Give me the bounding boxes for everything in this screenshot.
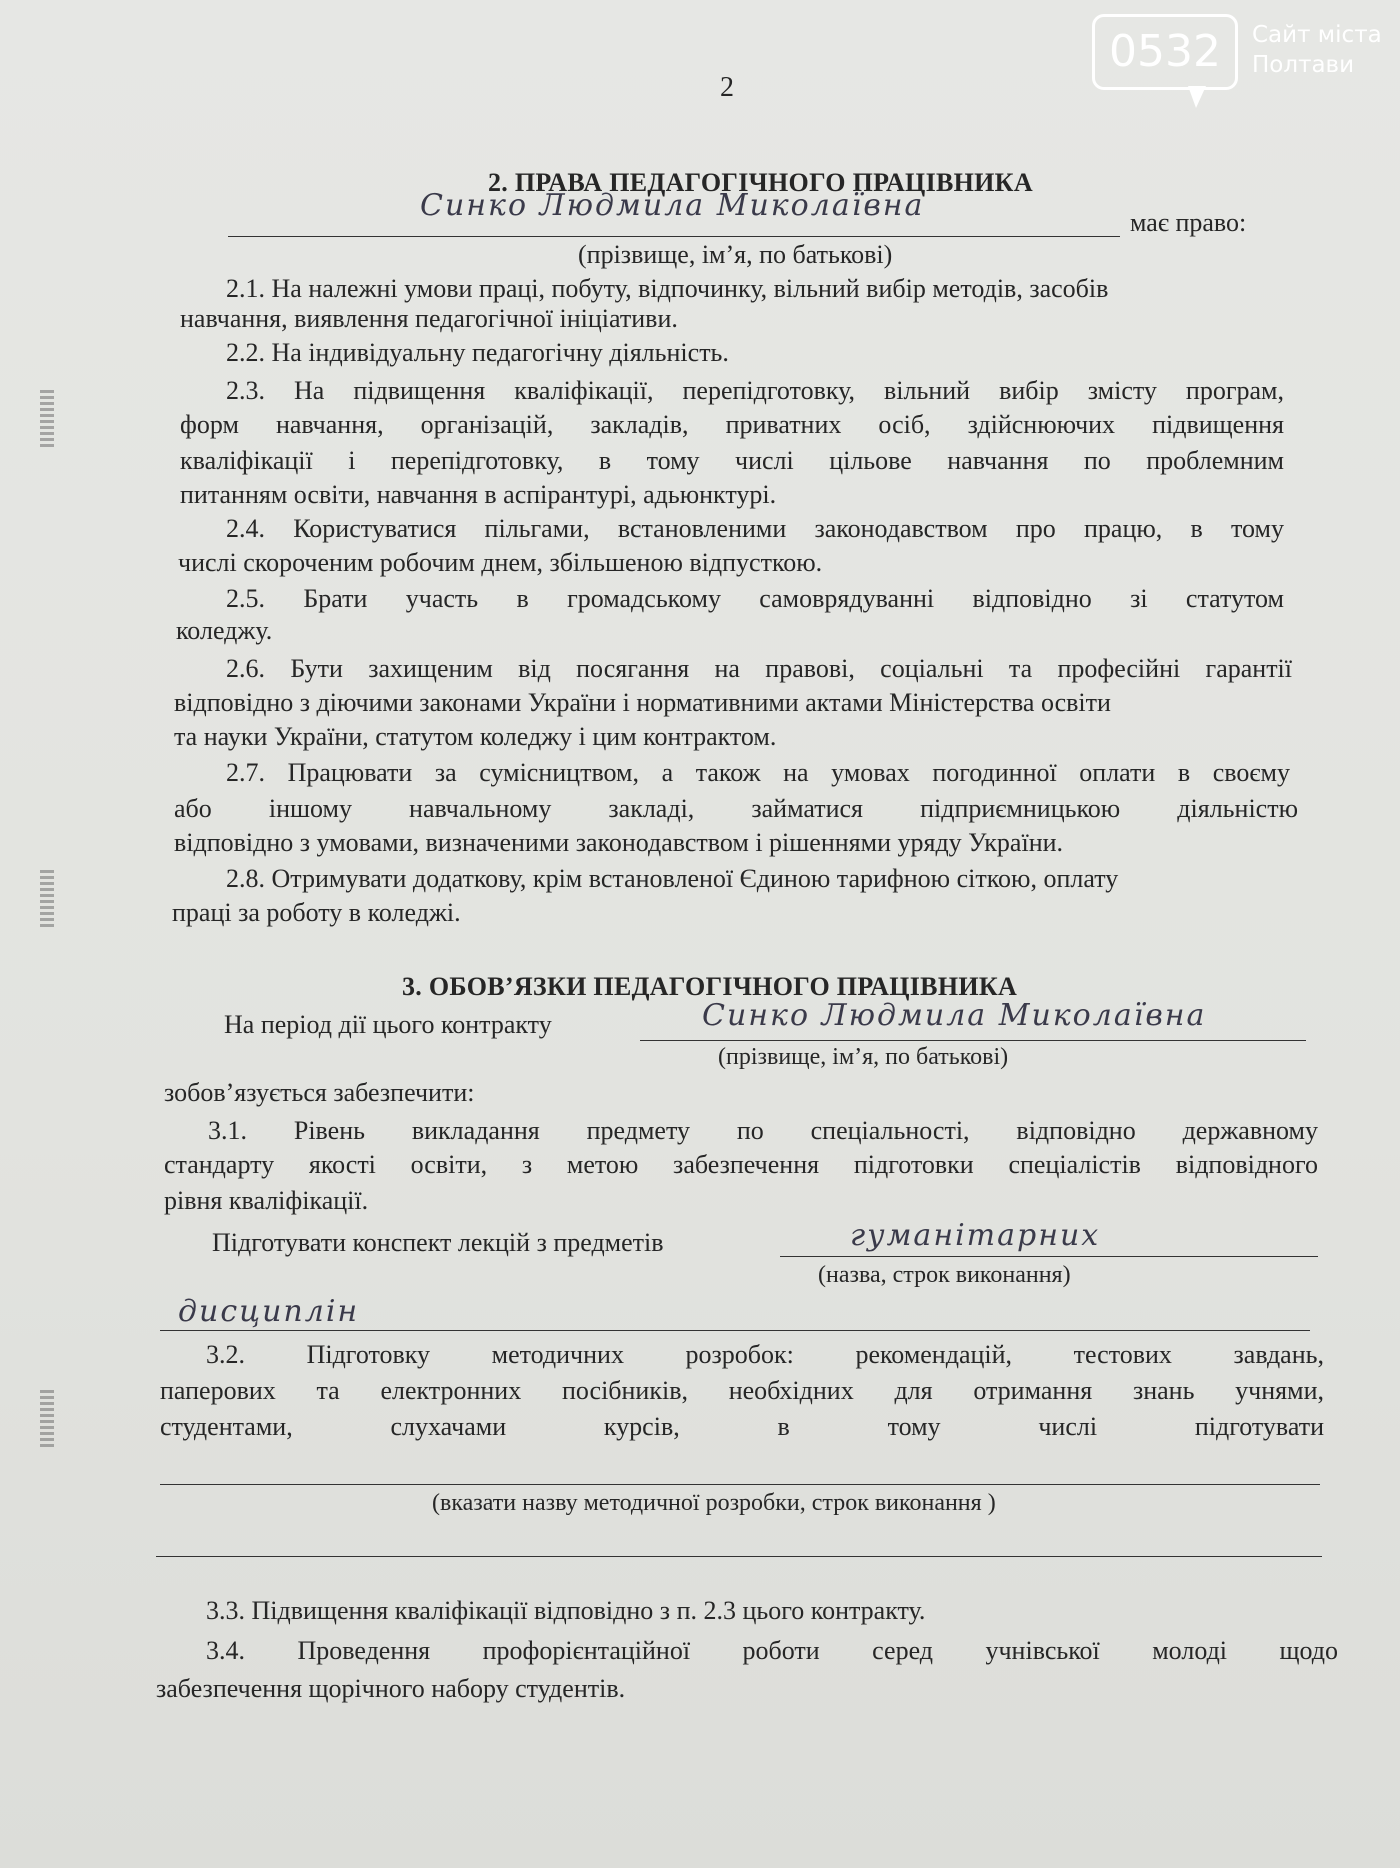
fill-line	[780, 1256, 1318, 1257]
text-line: 2.1. На належні умови праці, побуту, відпочинку, вільний вибір методів, засобів	[226, 274, 1109, 303]
logo-text	[1252, 20, 1384, 80]
methodical-caption: (вказати назву методичної розробки, строк виконання )	[432, 1490, 996, 1516]
text-line: коледжу.	[176, 616, 273, 645]
signature-line	[640, 1040, 1306, 1041]
contract-period-text: На період дії цього контракту	[224, 1010, 552, 1039]
text-line: 2.3. На підвищення кваліфікації, перепідготовку, вільний вибір змісту програм,	[226, 376, 1284, 405]
handwritten-disciplines: дисциплін	[178, 1294, 360, 1329]
logo-code: 0532	[1092, 14, 1238, 90]
handwritten-name: Синко Людмила Миколаївна	[702, 998, 1207, 1033]
text-line: праці за роботу в коледжі.	[172, 898, 461, 927]
text-line: студентами, слухачами курсів, в тому числі підготувати	[160, 1412, 1324, 1441]
fill-line	[160, 1330, 1310, 1331]
text-line: 3.2. Підготовку методичних розробок: рекомендацій, тестових завдань,	[206, 1340, 1324, 1369]
text-line: 2.4. Користуватися пільгами, встановленими законодавством про працю, в тому	[226, 514, 1284, 543]
text-line: 2.8. Отримувати додаткову, крім встановленої Єдиною тарифною сіткою, оплату	[226, 864, 1119, 893]
signature-line	[228, 236, 1120, 237]
lecture-notes-text: Підготувати конспект лекцій з предметів	[212, 1228, 664, 1257]
binder-mark	[40, 390, 54, 450]
text-line: навчання, виявлення педагогічної ініціативи.	[180, 304, 678, 333]
text-line: відповідно з діючими законами України і нормативними актами Міністерства освіти	[174, 688, 1111, 717]
text-line: числі скороченим робочим днем, збільшеною відпусткою.	[178, 548, 823, 577]
name-caption: (прізвище, ім’я, по батькові)	[718, 1044, 1009, 1070]
fill-line	[160, 1484, 1320, 1485]
has-right-text: має право:	[1130, 208, 1247, 237]
logo-line-2: Полтави	[1252, 52, 1355, 78]
text-line: форм навчання, організацій, закладів, приватних осіб, здійснюючих підвищення	[180, 410, 1284, 439]
text-line: 2.7. Працювати за сумісництвом, а також на умовах погодинної оплати в своєму	[226, 758, 1290, 787]
text-line: паперових та електронних посібників, необхідних для отримання знань учнями,	[160, 1376, 1324, 1405]
term-caption: (назва, строк виконання)	[818, 1262, 1071, 1288]
logo-line-1: Сайт міста	[1252, 22, 1382, 48]
text-line: відповідно з умовами, визначеними законодавством і рішеннями уряду України.	[174, 828, 1064, 857]
text-line: та науки України, статутом коледжу і цим контрактом.	[174, 722, 777, 751]
section-3-heading: 3. ОБОВ’ЯЗКИ ПЕДАГОГІЧНОГО ПРАЦІВНИКА	[402, 972, 1018, 1001]
handwritten-subjects: гуманітарних	[850, 1218, 1101, 1253]
logo-bubble-tail	[1188, 86, 1206, 108]
text-line: 3.3. Підвищення кваліфікації відповідно з п. 2.3 цього контракту.	[206, 1596, 926, 1625]
handwritten-name: Синко Людмила Миколаївна	[420, 188, 925, 223]
binder-mark	[40, 1390, 54, 1450]
site-logo[interactable]	[1092, 14, 1384, 114]
text-line: 2.5. Брати участь в громадському самоврядуванні відповідно зі статутом	[226, 584, 1284, 613]
text-line: 3.1. Рівень викладання предмету по спеціальності, відповідно державному	[208, 1116, 1318, 1145]
section-2-heading: 2. ПРАВА ПЕДАГОГІЧНОГО ПРАЦІВНИКА	[488, 168, 1033, 197]
text-line: кваліфікації і перепідготовку, в тому числі цільове навчання по проблемним	[180, 446, 1284, 475]
fill-line	[156, 1556, 1322, 1557]
text-line: стандарту якості освіти, з метою забезпечення підготовки спеціалістів відповідного	[164, 1150, 1318, 1179]
text-line: 2.2. На індивідуальну педагогічну діяльність.	[226, 338, 729, 367]
text-line: 2.6. Бути захищеним від посягання на правові, соціальні та професійні гарантії	[226, 654, 1292, 683]
binder-mark	[40, 870, 54, 930]
commits-text: зобов’язується забезпечити:	[164, 1078, 475, 1107]
text-line: забезпечення щорічного набору студентів.	[156, 1674, 626, 1703]
text-line: питанням освіти, навчання в аспірантурі, адьюнктурі.	[180, 480, 777, 509]
page-number: 2	[720, 72, 734, 103]
text-line: або іншому навчальному закладі, займатися підприємницькою діяльністю	[174, 794, 1298, 823]
text-line: рівня кваліфікації.	[164, 1186, 369, 1215]
text-line: 3.4. Проведення профорієнтаційної роботи серед учнівської молоді щодо	[206, 1636, 1338, 1665]
name-caption: (прізвище, ім’я, по батькові)	[578, 240, 893, 269]
